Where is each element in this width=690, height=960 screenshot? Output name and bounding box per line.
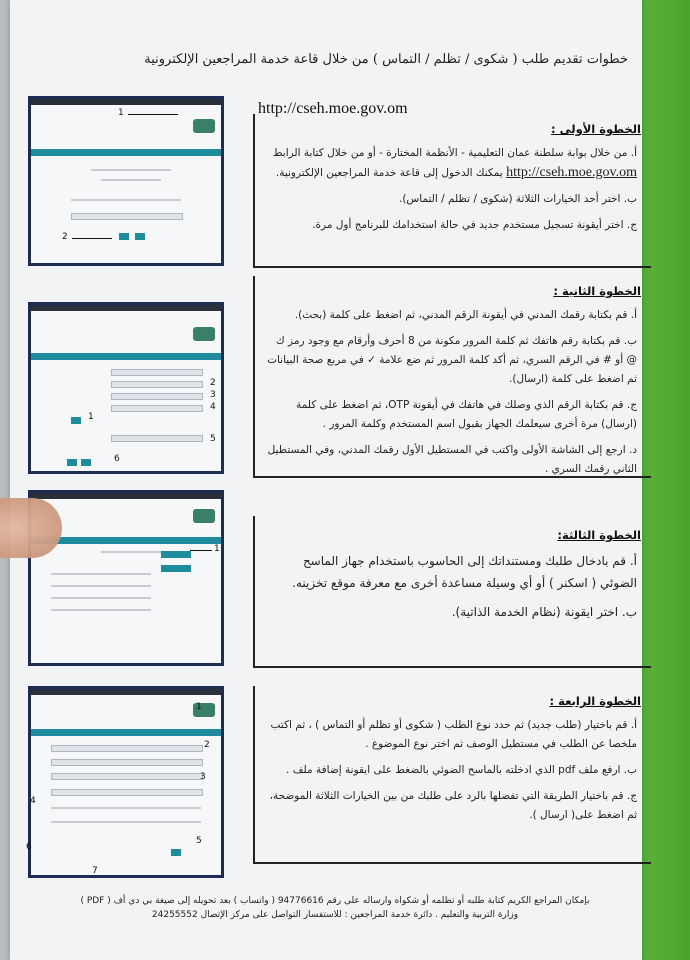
callout-s4-5: 5 (196, 836, 202, 846)
step-4-body (263, 716, 637, 832)
step-1-item-a-cont: يمكنك الدخول إلى قاعة خدمة المراجعين الإلكترونية. (275, 167, 503, 179)
callout-s4-6: 6 (26, 842, 32, 852)
footer-line-1: بإمكان المراجع الكريم كتابة طلبه أو تظلمه أو شكواه وارساله على رقم 94776616 ( واتساب ) بعد تحويله إلى صيغة بي دي أف ( PDF ) (80, 896, 590, 906)
step-1-item-c: ج. اختر أيقونة تسجيل مستخدم جديد في حالة استخدامك للبرنامج أول مرة. (312, 219, 637, 231)
step-4-item-c: ج. قم باختيار الطريقة التي تفضلها بالرد على طلبك من بين الخيارات الثلاثة الموضحة، ثم اضغط على( ارسال ). (269, 790, 637, 821)
step-1-heading: الخطوة الأولى : (551, 122, 641, 136)
callout-s3-1: 1 (214, 544, 220, 554)
step-1-box (253, 114, 651, 268)
step-4-item-a: أ. قم باختيار (طلب جديد) ثم حدد نوع الطلب ( شكوى أو تظلم أو التماس ) ، ثم اكتب ملخصا عن الطلب في مستطيل الوصف ثم اختر نوع الموضوع . (270, 719, 637, 750)
step-2-item-d: د. ارجع إلى الشاشة الأولى واكتب في المستطيل الأول رقمك المدني، وفي المستطيل الثاني رقمك السري . (267, 444, 637, 475)
ministry-logo-icon (193, 119, 215, 133)
step-3-item-a: أ. قم بادخال طلبك ومستنداتك إلى الحاسوب باستخدام جهاز الماسح الضوئي ( اسكنر ) أو أي وسيلة مساعدة أخرى مع معرفة موقع تخزينه. (292, 554, 637, 590)
step-2-box (253, 276, 651, 478)
step-2-screenshot (28, 302, 224, 474)
callout-s4-4: 4 (30, 796, 36, 806)
step-3-heading: الخطوة الثالثة: (557, 528, 641, 542)
step-1-screenshot (28, 96, 224, 266)
callout-s4-7: 7 (92, 866, 98, 876)
callout-s4-3: 3 (200, 772, 206, 782)
step-2-item-a: أ. قم بكتابة رقمك المدني في أيقونة الرقم المدني، ثم اضغط على كلمة (بحث). (294, 309, 637, 321)
footer-note (50, 894, 620, 922)
step-2-heading: الخطوة الثانية : (553, 284, 641, 298)
ministry-logo-icon (193, 509, 215, 523)
footer-line-2: وزارة التربية والتعليم . دائرة خدمة المراجعين : للاستفسار التواصل على مركز الإتصال 24255552 (151, 910, 519, 920)
step-3-item-b: ب. اختر ايقونة (نظام الخدمة الذاتية). (451, 605, 637, 619)
callout-s2-3: 3 (210, 390, 216, 400)
service-url[interactable]: http://cseh.moe.gov.om (258, 100, 408, 117)
callout-s4-2: 2 (204, 740, 210, 750)
step-3-body (263, 550, 637, 630)
step-3-box (253, 516, 651, 668)
step-1-item-a: أ. من خلال بوابة سلطنة عمان التعليمية - الأنظمة المختارة - أو من خلال كتابة الرابط (272, 147, 637, 159)
document-title: خطوات تقديم طلب ( شكوى / تظلم / التماس ) من خلال قاعة خدمة المراجعين الإلكترونية (144, 52, 628, 67)
callout-s2-4: 4 (210, 402, 216, 412)
callout-s2-2: 2 (210, 378, 216, 388)
step-1-body (263, 144, 637, 242)
step-1-link[interactable]: http://cseh.moe.gov.om (506, 165, 637, 180)
step-4-screenshot (28, 686, 224, 878)
ministry-logo-icon (193, 327, 215, 341)
step-4-item-b: ب. ارفع ملف pdf الذي ادخلته بالماسح الضوئي بالضغط على ايقونة إضافة ملف . (286, 764, 637, 776)
callout-s2-1: 1 (88, 412, 94, 422)
step-2-item-b: ب. قم بكتابة رقم هاتفك ثم كلمة المرور مكونة من 8 أحرف وأرقام مع وجود رمز ك @ أو # في الرقم السري، ثم أكد كلمة المرور ثم ضع علامة ✓ في مربع صحة البيانات ثم اضغط على كلمة (ارسال). (267, 335, 637, 385)
step-4-box (253, 686, 651, 864)
step-4-heading: الخطوة الرابعة : (549, 694, 641, 708)
callout-s1-2: 2 (62, 232, 68, 242)
callout-s4-1: 1 (196, 702, 202, 712)
callout-s2-5: 5 (210, 434, 216, 444)
step-2-item-c: ج. قم بكتابة الرقم الذي وصلك في هاتفك في أيقونة OTP، ثم اضغط على كلمة (ارسال) مرة أخرى سيعلمك الجهاز بقبول اسم المستخدم وكلمة المرور . (296, 399, 637, 430)
step-1-item-b: ب. اختر أحد الخيارات الثلاثة (شكوى / تظلم / التماس). (398, 193, 637, 205)
holding-thumb (0, 498, 62, 558)
callout-s2-6: 6 (114, 454, 120, 464)
step-2-body (263, 306, 637, 486)
callout-s1-1: 1 (118, 108, 124, 118)
